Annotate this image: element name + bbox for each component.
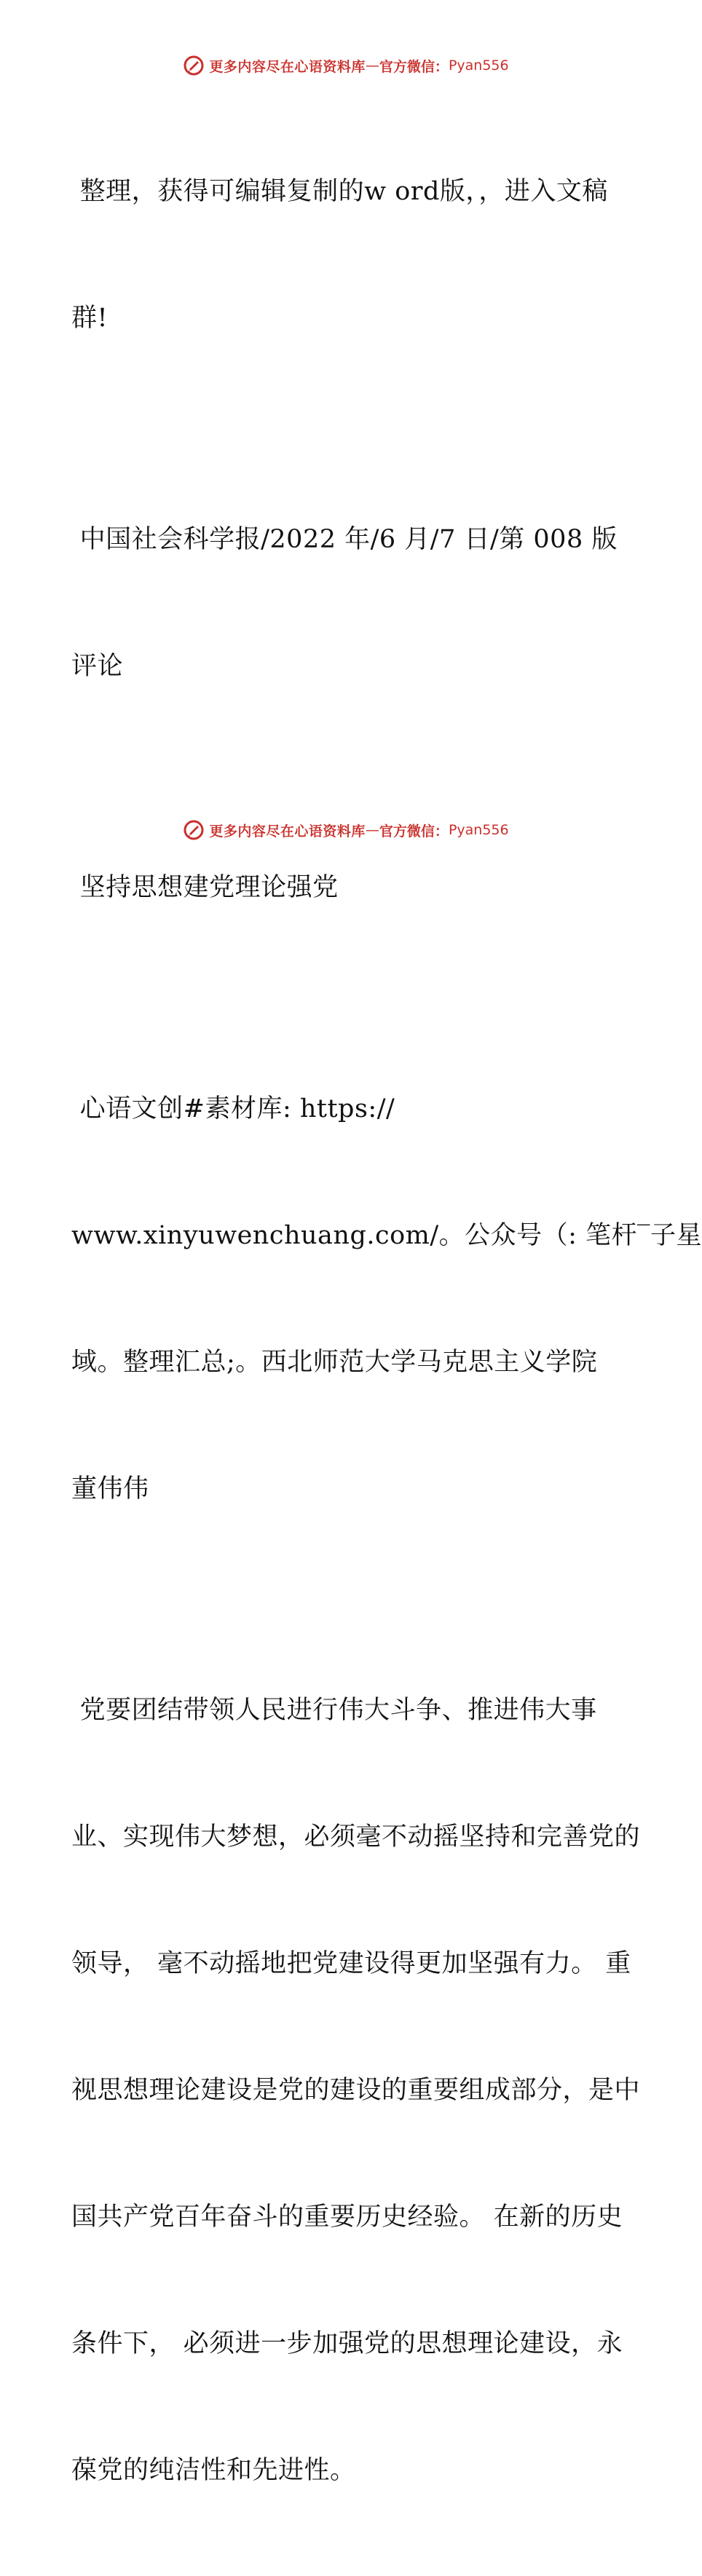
text-line: 域。整理汇总;。西北师范大学马克思主义学院 — [71, 1348, 598, 1377]
watermark-separator: — — [365, 58, 379, 74]
watermark-handle: Pyan556 — [448, 58, 509, 74]
text-line: 葆党的纯洁性和先进性。 — [71, 2456, 356, 2485]
article-title — [71, 782, 625, 993]
text-line: 董伟伟 — [71, 1474, 149, 1504]
pen-logo-icon — [183, 819, 205, 841]
text-line: 业、实现伟大梦想，必须毫不动摇坚持和完善党的 — [71, 1822, 641, 1852]
text-line: 群! — [71, 304, 109, 333]
text-line: 中国社会科学报/2022 年/6 月/7 日/第 008 版 — [71, 525, 618, 554]
text-line: 领导， 毫不动摇地把党建设得更加坚强有力。 重 — [71, 1949, 631, 1978]
watermark-brand: 更多内容尽在心语资料库 — [209, 823, 366, 839]
watermark-footer — [0, 815, 692, 845]
text-line: 整理，获得可编辑复制的w ord版，，进入文稿 — [71, 177, 608, 206]
paragraph-author — [71, 1003, 702, 1595]
watermark-separator: — — [365, 822, 379, 838]
text-line: 党要团结带领人民进行伟大斗争、推进伟大事 — [71, 1696, 597, 1725]
paragraph-source — [71, 434, 625, 772]
watermark-wechat-label: 官方微信： — [379, 58, 449, 75]
watermark-handle: Pyan556 — [448, 822, 509, 838]
paragraph-body — [71, 1605, 641, 2576]
text-line: 视思想理论建设是党的建设的重要组成部分，是中 — [71, 2076, 641, 2105]
text-line: 条件下， 必须进一步加强党的思想理论建设，永 — [71, 2329, 623, 2358]
text-line: 心语文创#素材库: https:// — [71, 1094, 395, 1123]
document-body — [71, 86, 702, 2576]
pen-logo-icon — [183, 55, 205, 76]
watermark-header — [0, 51, 692, 80]
watermark-wechat-label: 官方微信： — [379, 823, 449, 839]
paragraph-intro — [71, 86, 625, 424]
text-line: 国共产党百年奋斗的重要历史经验。 在新的历史 — [71, 2202, 623, 2232]
watermark-brand: 更多内容尽在心语资料库 — [209, 58, 366, 75]
text-line: 评论 — [71, 652, 124, 681]
text-line: www.xinyuwenchuang.com/。公众号（: 笔杆‾子星 — [71, 1221, 702, 1250]
text-line: 坚持思想建党理论强党 — [71, 873, 339, 902]
